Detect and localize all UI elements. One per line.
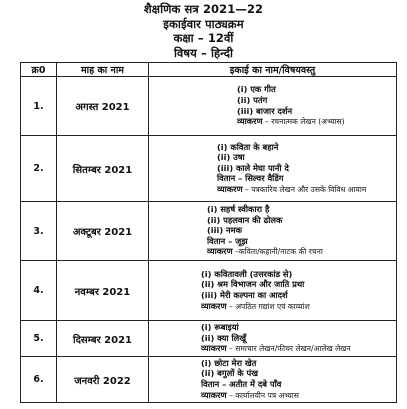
unit-label: व्याकरण: [201, 300, 227, 311]
unit-label: (iii) काले मेघा पानी दे: [217, 162, 289, 173]
unit-line: [149, 390, 396, 402]
table-row: [21, 321, 397, 357]
unit-label: (ii) पहलवान की ढोलक: [207, 214, 283, 225]
row-month: नवम्बर 2021: [57, 261, 149, 321]
unit-line: [149, 333, 396, 344]
table-row: [21, 136, 397, 202]
unit-label: (iii) नमक: [207, 225, 242, 236]
row-serial: 2.: [21, 136, 57, 202]
row-serial: 6.: [21, 357, 57, 403]
unit-line: [149, 269, 396, 280]
unit-label: (i) कवितावली (उत्तरकांड से): [201, 268, 293, 279]
unit-detail: – अपठित गद्यांश एवं काव्यांश: [226, 301, 310, 311]
unit-label: (ii) उषा: [217, 152, 245, 163]
document-header: [0, 2, 407, 60]
row-month: दिसम्बर 2021: [57, 321, 149, 357]
unit-label: (i) एक गीत: [237, 84, 276, 95]
unit-label: व्याकरण: [217, 183, 243, 194]
row-month: सितम्बर 2021: [57, 136, 149, 202]
session-title: शैक्षणिक सत्र 2021—22: [143, 2, 264, 16]
unit-label: व्याकरण: [207, 246, 233, 257]
unit-line: [149, 322, 396, 333]
row-units: [149, 136, 397, 202]
unit-line: [149, 204, 396, 215]
column-header-month: माह का नाम: [57, 63, 149, 77]
row-units: [149, 261, 397, 321]
row-units: [149, 357, 397, 403]
unit-line: [149, 163, 396, 174]
unit-line: [149, 225, 396, 236]
unit-line: [149, 95, 396, 106]
unit-line: [149, 184, 396, 196]
unit-label: (i) कविता के बहाने: [217, 141, 279, 152]
unit-label: (ii) बगुलों के पंख: [201, 368, 258, 379]
unit-label: (ii) क्या लिखूँ: [201, 332, 247, 343]
table-row: [21, 77, 397, 136]
unit-line: [149, 379, 396, 390]
curriculum-table: [20, 62, 397, 403]
unit-label: वितान – अतीत में दबे पाँव: [201, 379, 282, 389]
subject-title: विषय – हिन्दी: [173, 45, 234, 60]
unit-line: [149, 236, 396, 247]
row-units: [149, 321, 397, 357]
table-row: [21, 357, 397, 403]
row-serial: 1.: [21, 77, 57, 136]
unit-line: [149, 215, 396, 226]
unit-label: (ii) श्रम विभाजन और जाति प्रथा: [201, 279, 305, 290]
unit-label: वितान – जूझ: [207, 235, 248, 246]
row-month: अगस्त 2021: [57, 77, 149, 136]
unit-label: (iii) मेरी कल्पना का आदर्श: [201, 290, 288, 300]
row-units: [149, 77, 397, 136]
unit-detail: – रचनात्मक लेखन (अभ्यास): [262, 117, 345, 127]
unit-line: [149, 290, 396, 301]
unit-line: [149, 173, 396, 184]
unit-line: [149, 142, 396, 153]
table-row: [21, 261, 397, 321]
row-serial: 5.: [21, 321, 57, 357]
unit-line: [149, 343, 396, 355]
unit-label: (i) छोटा मेरा खेत: [201, 357, 257, 368]
unit-line: [149, 301, 396, 313]
unit-line: [149, 152, 396, 163]
row-month: जनवरी 2022: [57, 357, 149, 403]
table-row: [21, 202, 397, 261]
unit-label: (i) सहर्ष स्वीकारा है: [207, 204, 270, 215]
unit-detail: – कार्यालयीन पत्र अभ्यास: [226, 390, 299, 400]
unit-line: [149, 116, 396, 128]
unit-detail: –कविता/कहानी/नाटक की रचना: [232, 247, 323, 257]
column-header-serial: क्र0: [21, 63, 57, 77]
unit-label: (ii) पतंग: [237, 94, 268, 105]
row-serial: 3.: [21, 202, 57, 261]
table-header-row: [21, 63, 397, 77]
row-units: [149, 202, 397, 261]
column-header-unit: इकाई का नाम/विषयवस्तु: [149, 63, 397, 77]
unit-label: (i) रूबाइयां: [201, 322, 239, 333]
unit-label: (iii) बाजार दर्शन: [237, 105, 293, 116]
unit-line: [149, 106, 396, 117]
unit-line: [149, 358, 396, 369]
unit-line: [149, 368, 396, 379]
unit-label: व्याकरण: [237, 116, 263, 127]
class-title: कक्षा – 12वीं: [173, 31, 234, 45]
unit-label: वितान – सिल्वर वैडिंग: [217, 173, 284, 184]
row-serial: 4.: [21, 261, 57, 321]
unit-detail: – पत्रकारिय लेखन और उसके विविध आयाम: [242, 184, 367, 194]
unit-detail: – समाचार लेखन/फीचर लेखन/आलेख लेखन: [226, 344, 351, 354]
unit-line: [149, 279, 396, 290]
unit-line: [149, 84, 396, 95]
row-month: अक्टूबर 2021: [57, 202, 149, 261]
unit-label: व्याकरण: [201, 343, 227, 354]
unit-label: व्याकरण: [201, 389, 227, 400]
unit-line: [149, 246, 396, 258]
curriculum-title: इकाईवार पाठ्यक्रम: [163, 16, 244, 31]
